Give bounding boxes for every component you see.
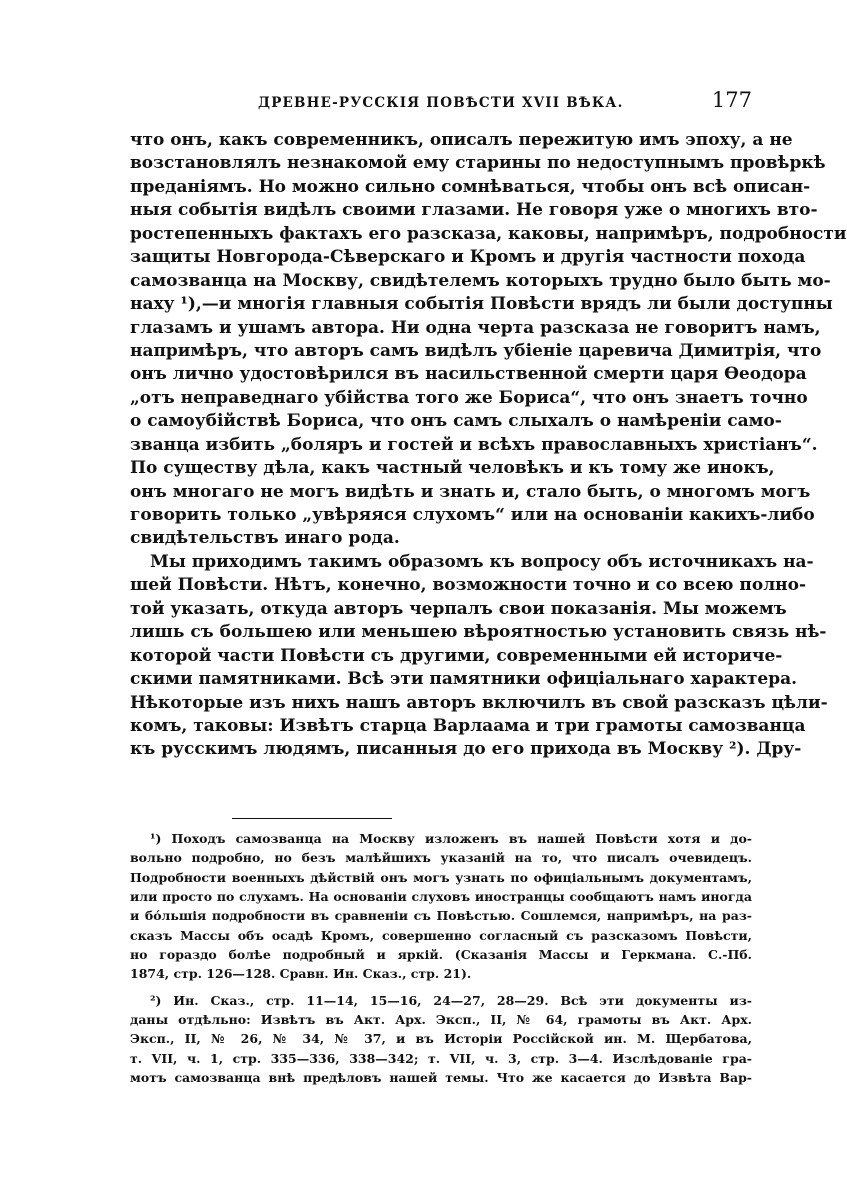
footnote-line: ²) Ин. Сказ., стр. 11—14, 15—16, 24—27, 28—29. Всѣ эти документы из- (150, 992, 752, 1008)
footnote-line: т. VII, ч. 1, стр. 335—336, 338—342; т. VII, ч. 3, стр. 3—4. Изслѣдованіе гра- (130, 1050, 752, 1066)
text-line: напримѣръ, что авторъ самъ видѣлъ убіеніе царевича Димитрія, что (130, 340, 822, 361)
footnote-line: или просто по слухамъ. На основаніи слуховъ иностранцы сообщаютъ намъ иногда (130, 889, 752, 905)
footnote-line: и бо́льшія подробности въ сравненіи съ Повѣстью. Сошлемся, напримѣръ, на раз- (130, 908, 752, 924)
text-line: „отъ неправеднаго убійства того же Бориса“, что онъ знаетъ точно (130, 387, 808, 408)
text-line: лишь съ большею или меньшею вѣроятностью установить связь нѣ- (130, 622, 827, 643)
text-line: возстановлялъ незнакомой ему старины по недоступнымъ провѣркѣ (130, 153, 826, 174)
text-line: глазамъ и ушамъ автора. Ни одна черта разсказа не говоритъ намъ, (130, 317, 821, 338)
text-line: преданіямъ. Но можно сильно сомнѣваться, чтобы онъ всѣ описан- (130, 176, 811, 197)
text-line: говорить только „увѣряяся слухомъ“ или на основаніи какихъ-либо (130, 505, 815, 525)
text-line: о самоубійствѣ Бориса, что онъ самъ слыхалъ о намѣреніи само- (130, 411, 782, 432)
text-line: защиты Новгорода-Сѣверскаго и Кромъ и другія частности похода (130, 247, 806, 268)
footnote-line: но гораздо болѣе подробный и яркій. (Сказанія Массы и Геркмана. С.-Пб. (130, 947, 752, 963)
footnote-line: ¹) Походъ самозванца на Москву изложенъ въ нашей Повѣсти хотя и до- (150, 831, 752, 846)
text-line: что онъ, какъ современникъ, описалъ пережитую имъ эпоху, а не (130, 130, 793, 150)
footnote-line: мотъ самозванца внѣ предѣловъ нашей темы. Что же касается до Извѣта Вар- (130, 1070, 752, 1086)
footnote-separator (232, 818, 392, 819)
text-line: которой части Повѣсти съ другими, современными ей историче- (130, 645, 783, 666)
footnotes (130, 829, 752, 1087)
running-title: ДРЕВНЕ-РУССКІЯ ПОВѢСТИ XVII ВѢКА. (258, 95, 624, 111)
text-line: шей Повѣсти. Нѣтъ, конечно, возможности точно и со всею полно- (130, 575, 807, 596)
text-line: Мы приходимъ такимъ образомъ къ вопросу объ источникахъ на- (150, 551, 814, 572)
page-header (258, 88, 752, 118)
text-line: Нѣкоторые изъ нихъ нашъ авторъ включилъ въ свой разсказъ цѣли- (130, 692, 828, 713)
text-line: той указать, откуда авторъ черпалъ свои показанія. Мы можемъ (130, 598, 787, 619)
text-line: комъ, таковы: Извѣтъ старца Варлаама и три грамоты самозванца (130, 715, 806, 736)
footnote-line: 1874, стр. 126—128. Сравн. Ин. Сказ., стр. 21). (130, 966, 472, 982)
text-line: онъ лично удостовѣрился въ насильственной смерти царя Ѳеодора (130, 364, 807, 385)
text-line: самозванца на Москву, свидѣтелемъ которыхъ трудно было быть мо- (130, 270, 831, 291)
text-line: По существу дѣла, какъ частный человѣкъ и къ тому же инокъ, (130, 458, 775, 479)
text-line: свидѣтельствъ инаго рода. (130, 528, 400, 549)
text-line: ныя событія видѣлъ своими глазами. Не говоря уже о многихъ вто- (130, 200, 818, 221)
text-line: скими памятниками. Всѣ эти памятники офиціальнаго характера. (130, 669, 798, 690)
page-number: 177 (711, 88, 752, 112)
footnote-line: Эксп., II, № 26, № 34, № 37, и въ Исторіи Россійской ин. М. Щербатова, (130, 1031, 752, 1047)
footnote-line: вольно подробно, но безъ малѣйшихъ указаній на то, что писалъ очевидецъ. (130, 850, 752, 866)
main-text (130, 129, 847, 762)
text-line: наху ¹),—и многія главныя событія Повѣсти врядъ ли были доступны (130, 294, 833, 315)
text-line: званца избить „боляръ и гостей и всѣхъ православныхъ христіанъ“. (130, 434, 818, 455)
text-line: ростепенныхъ фактахъ его разсказа, каковы, напримѣръ, подробности (130, 223, 847, 244)
text-line: къ русскимъ людямъ, писанныя до его прихода въ Москву ²). Дру- (130, 739, 802, 760)
footnote-line: даны отдѣльно: Извѣтъ въ Акт. Арх. Эксп., II, № 64, грамоты въ Акт. Арх. (130, 1012, 752, 1028)
footnote-line: Подробности военныхъ дѣйствій онъ могъ узнать по офиціальнымъ документамъ, (130, 869, 752, 885)
footnote-line: сказъ Массы объ осадѣ Кромъ, совершенно согласный съ разсказомъ Повѣсти, (130, 927, 752, 943)
text-line: онъ многаго не могъ видѣть и знать и, стало быть, о многомъ могъ (130, 481, 811, 502)
